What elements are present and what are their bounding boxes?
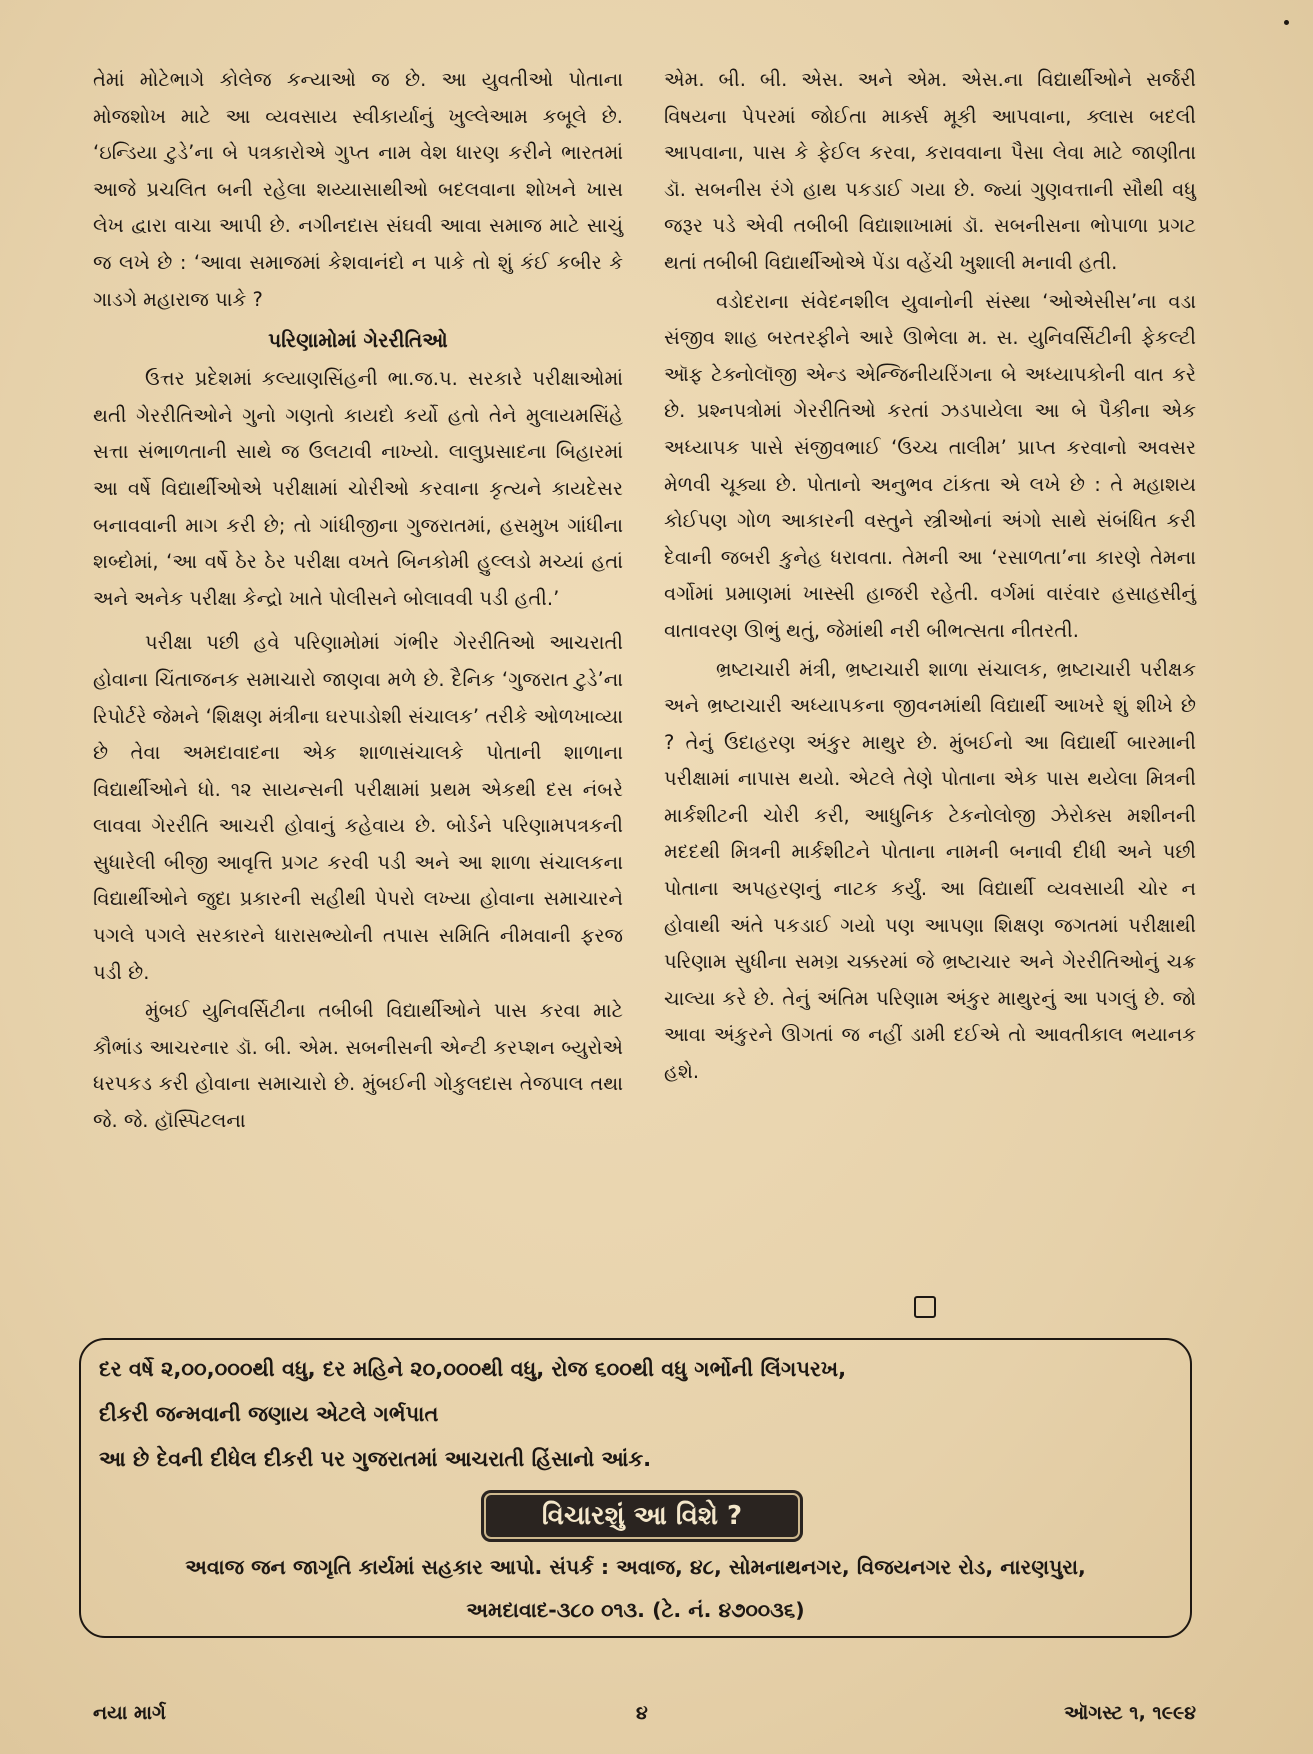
ad-statistic-line: દર વર્ષે ૨,૦૦,૦૦૦થી વધુ, દર મહિને ૨૦,૦૦૦થી વધુ, રોજ ૬૦૦થી વધુ ગર્ભોની લિંગપરખ, <box>99 1357 847 1381</box>
footer-page-number: ૪ <box>636 1702 648 1724</box>
article-paragraph: એમ. બી. બી. એસ. અને એમ. એસ.ના વિદ્યાર્થીઓને સર્જરી વિષયના પેપરમાં જોઈતા માર્ક્સ મૂકી આપવાના, ક્લાસ બદલી આપવાના, પાસ કે ફેઈલ કરવા, કરાવવાના પૈસા લેવા માટે જાણીતા ડૉ. સબનીસ રંગે હાથ પકડાઈ ગયા છે. જ્યાં ગુણવત્તાની સૌથી વધુ જરૂર પડે એવી તબીબી વિદ્યાશાખામાં ડૉ. સબનીસના ભોપાળા પ્રગટ થતાં તબીબી વિદ્યાર્થીઓએ પેંડા વહેંચી ખુશાલી મનાવી હતી. <box>664 68 1196 274</box>
end-of-article-mark <box>914 1296 936 1318</box>
article-paragraph: મુંબઈ યુનિવર્સિટીના તબીબી વિદ્યાર્થીઓને પાસ કરવા માટે કૌભાંડ આચરનાર ડૉ. બી. એમ. સબનીસની એન્ટી કરપ્શન બ્યુરોએ ધરપકડ કરી હોવાના સમાચારો છે. મુંબઈની ગોકુલદાસ તેજપાલ તથા જે. જે. હૉસ્પિટલના <box>93 999 623 1133</box>
article-paragraph: તેમાં મોટેભાગે કોલેજ કન્યાઓ જ છે. આ યુવતીઓ પોતાના મોજશોખ માટે આ વ્યવસાય સ્વીકાર્યાનું ખુલ્લેઆમ કબૂલે છે. ‘ઇન્ડિયા ટુડે’ના બે પત્રકારોએ ગુપ્ત નામ વેશ ધારણ કરીને ભારતમાં આજે પ્રચલિત બની રહેલા શય્યાસાથીઓ બદલવાના શોખને ખાસ લેખ દ્વારા વાચા આપી છે. નગીનદાસ સંઘવી આવા સમાજ માટે સાચું જ લખે છે : ‘આવા સમાજમાં કેશવાનંદો ન પાકે તો શું કંઈ કબીર કે ગાડગે મહારાજ પાકે ? <box>93 68 623 311</box>
article-paragraph: ઉત્તર પ્રદેશમાં કલ્યાણસિંહની ભા.જ.પ. સરકારે પરીક્ષાઓમાં થતી ગેરરીતિઓને ગુનો ગણતો કાયદો કર્યો હતો તેને મુલાયમસિંહે સત્તા સંભાળતાની સાથે જ ઉલટાવી નાખ્યો. લાલુપ્રસાદના બિહારમાં આ વર્ષે વિદ્યાર્થીઓએ પરીક્ષામાં ચોરીઓ કરવાના કૃત્યને કાયદેસર બનાવવાની માગ કરી છે; તો ગાંધીજીના ગુજરાતમાં, હસમુખ ગાંધીના શબ્દોમાં, ‘આ વર્ષે ઠેર ઠેર પરીક્ષા વખતે બિનકોમી હુલ્લડો મચ્યાં હતાં અને અનેક પરીક્ષા કેન્દ્રો ખાતે પોલીસને બોલાવવી પડી હતી.’ <box>93 367 623 610</box>
footer-publication-name: નયા માર્ગ <box>93 1702 166 1724</box>
ad-contact-address: અમદાવાદ-૩૮૦ ૦૧૩. (ટે. નં. ૪૭૦૦૩૬) <box>466 1598 805 1622</box>
right-column <box>664 62 1196 1093</box>
ad-statistic-line: દીકરી જન્મવાની જણાય એટલે ગર્ભપાત <box>99 1402 439 1426</box>
ad-statistic-line: આ છે દેવની દીધેલ દીકરી પર ગુજરાતમાં આચરાતી હિંસાનો આંક. <box>99 1447 652 1471</box>
print-mark <box>1284 20 1289 25</box>
section-heading: પરિણામોમાં ગેરરીતિઓ <box>268 328 448 353</box>
left-column <box>93 62 623 1142</box>
article-paragraph: પરીક્ષા પછી હવે પરિણામોમાં ગંભીર ગેરરીતિઓ આચરાતી હોવાના ચિંતાજનક સમાચારો જાણવા મળે છે. દૈનિક ‘ગુજરાત ટુડે’ના રિપોર્ટરે જેમને ‘શિક્ષણ મંત્રીના ઘરપાડોશી સંચાલક’ તરીકે ઓળખાવ્યા છે તેવા અમદાવાદના એક શાળાસંચાલકે પોતાની શાળાના વિદ્યાર્થીઓને ધો. ૧૨ સાયન્સની પરીક્ષામાં પ્રથમ એકથી દસ નંબરે લાવવા ગેરરીતિ આચરી હોવાનું કહેવાય છે. બોર્ડને પરિણામપત્રકની સુધારેલી બીજી આવૃત્તિ પ્રગટ કરવી પડી અને આ શાળા સંચાલકના વિદ્યાર્થીઓને જુદા પ્રકારની સહીથી પેપરો લખ્યા હોવાના સમાચારને પગલે પગલે સરકારને ધારાસભ્યોની તપાસ સમિતિ નીમવાની ફરજ પડી છે. <box>93 631 623 984</box>
ad-banner: વિચારશું આ વિશે ? <box>481 1490 803 1542</box>
awareness-advertisement <box>79 1338 1192 1638</box>
article-paragraph: ભ્રષ્ટાચારી મંત્રી, ભ્રષ્ટાચારી શાળા સંચાલક, ભ્રષ્ટાચારી પરીક્ષક અને ભ્રષ્ટાચારી અધ્યાપકના જીવનમાંથી વિદ્યાર્થી આખરે શું શીખે છે ? તેનું ઉદાહરણ અંકુર માથુર છે. મુંબઈનો આ વિદ્યાર્થી બારમાની પરીક્ષામાં નાપાસ થયો. એટલે તેણે પોતાના એક પાસ થયેલા મિત્રની માર્કશીટની ચોરી કરી, આધુનિક ટેકનોલોજી ઝેરોક્સ મશીનની મદદથી મિત્રની માર્કશીટને પોતાના નામની બનાવી દીધી અને પછી પોતાના અપહરણનું નાટક કર્યું. આ વિદ્યાર્થી વ્યવસાયી ચોર ન હોવાથી અંતે પકડાઈ ગયો પણ આપણા શિક્ષણ જગતમાં પરીક્ષાથી પરિણામ સુધીના સમગ્ર ચક્કરમાં જે ભ્રષ્ટાચાર અને ગેરરીતિઓનું ચક્ર ચાલ્યા કરે છે. તેનું અંતિમ પરિણામ અંકુર માથુરનું આ પગલું છે. જો આવા અંકુરને ઊગતાં જ નહીં ડામી દઈએ તો આવતીકાલ ભયાનક હશે. <box>664 657 1196 1084</box>
footer-date: ઑગસ્ટ ૧, ૧૯૯૪ <box>1064 1702 1196 1724</box>
article-paragraph: વડોદરાના સંવેદનશીલ યુવાનોની સંસ્થા ‘ઓએસીસ’ના વડા સંજીવ શાહ બરતરફીને આરે ઊભેલા મ. સ. યુનિવર્સિટીની ફેકલ્ટી ઑફ ટેક્નોલૉજી એન્ડ એન્જિનીયરિંગના બે અધ્યાપકોની વાત કરે છે. પ્રશ્નપત્રોમાં ગેરરીતિઓ કરતાં ઝડપાયેલા આ બે પૈકીના એક અધ્યાપક પાસે સંજીવભાઈ ‘ઉચ્ચ તાલીમ’ પ્રાપ્ત કરવાનો અવસર મેળવી ચૂક્યા છે. પોતાનો અનુભવ ટાંકતા એ લખે છે : તે મહાશય કોઈપણ ગોળ આકારની વસ્તુને સ્ત્રીઓનાં અંગો સાથે સંબંધિત કરી દેવાની જબરી કુનેહ ધરાવતા. તેમની આ ‘રસાળતા’ના કારણે તેમના વર્ગોમાં પ્રમાણમાં ખાસ્સી હાજરી રહેતી. વર્ગમાં વારંવાર હસાહસીનું વાતાવરણ ઊભું થતું, જેમાંથી નરી બીભત્સતા નીતરતી. <box>664 289 1196 642</box>
ad-contact-line: અવાજ જન જાગૃતિ કાર્યમાં સહકાર આપો. સંપર્ક : અવાજ, ૪૮, સોમનાથનગર, વિજયનગર રોડ, નારણપુરા, <box>185 1555 1086 1579</box>
